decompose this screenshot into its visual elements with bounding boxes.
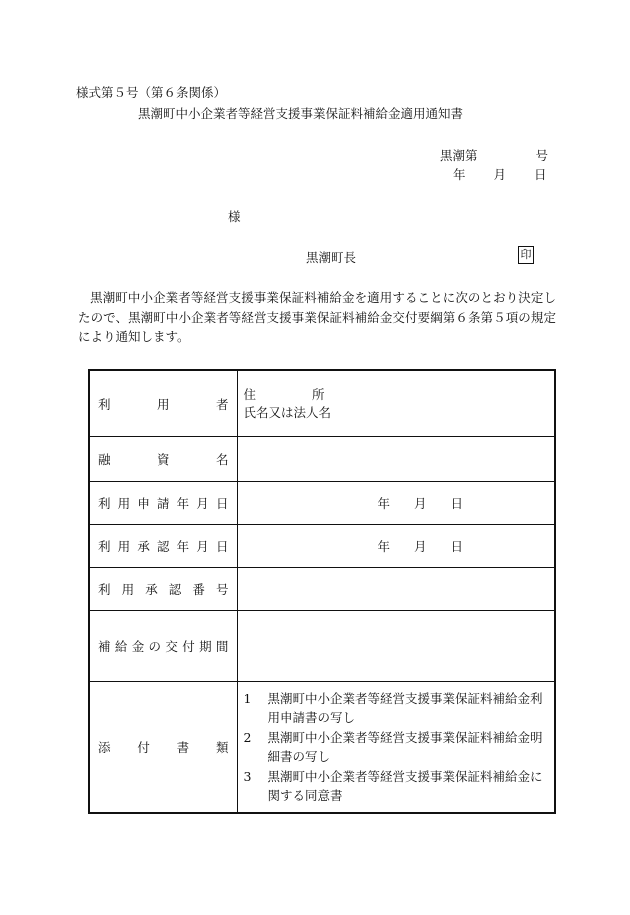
addressee-honorific: 様 (228, 209, 241, 224)
issuer-name: 黒潮町長 (306, 250, 357, 265)
label-user: 利 用 者 (89, 370, 237, 437)
seal-mark: 印 (518, 246, 534, 264)
body-paragraph (78, 288, 556, 347)
label-approve-date: 利 用 承 認 年 月 日 (89, 525, 237, 568)
issue-year: 年 (453, 167, 466, 182)
list-item: 3 黒潮町中小企業者等経営支援事業保証料補給金に関する同意書 (243, 768, 543, 803)
label-loan: 融 資 名 (89, 437, 237, 482)
label-attachments: 添 付 書 類 (89, 682, 237, 814)
label-apply-date: 利 用 申 請 年 月 日 (89, 482, 237, 525)
label-period: 補 給 金 の 交 付 期 間 (89, 611, 237, 682)
form-number: 様式第５号（第６条関係） (76, 85, 227, 100)
table-row-period (89, 611, 555, 682)
label-approve-number: 利 用 承 認 番 号 (89, 568, 237, 611)
value-apply-date: 年 月 日 (237, 482, 555, 525)
table-row-attachments (89, 682, 555, 814)
list-item: 2 黒潮町中小企業者等経営支援事業保証料補給金明細書の写し (243, 729, 543, 764)
value-approve-number (237, 568, 555, 611)
reference-suffix: 号 (535, 148, 549, 163)
table-row-loan (89, 437, 555, 482)
table-row-approve-date (89, 525, 555, 568)
table-row-approve-number (89, 568, 555, 611)
value-attachments (237, 682, 555, 814)
value-approve-date: 年 月 日 (237, 525, 555, 568)
value-user (237, 370, 555, 437)
user-address-line: 住 所 (243, 386, 325, 402)
table-row-apply-date (89, 482, 555, 525)
issue-month: 月 (493, 167, 507, 182)
user-name-line: 氏名又は法人名 (243, 404, 332, 420)
value-loan (237, 437, 555, 482)
info-table (88, 369, 556, 814)
body-text: 黒潮町中小企業者等経営支援事業保証料補給金を適用することに次のとおり決定したので、黒潮町中小企業者等経営支援事業保証料補給金交付要綱第６条第５項の規定により通知します。 (78, 290, 556, 344)
reference-number (440, 146, 548, 164)
table-row-user (89, 370, 555, 437)
list-item: 1 黒潮町中小企業者等経営支援事業保証料補給金利用申請書の写し (243, 690, 543, 725)
reference-prefix: 黒潮第 (440, 148, 478, 163)
value-period (237, 611, 555, 682)
document-title: 黒潮町中小企業者等経営支援事業保証料補給金適用通知書 (138, 106, 464, 121)
issue-day: 日 (534, 167, 547, 182)
issue-date (453, 165, 547, 183)
